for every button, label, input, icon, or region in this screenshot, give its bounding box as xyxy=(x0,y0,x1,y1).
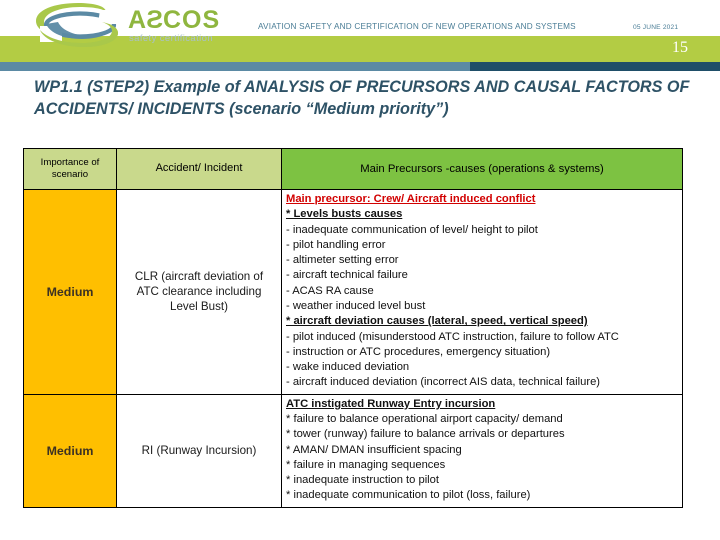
table-header-row xyxy=(24,149,683,190)
cell-accident: RI (Runway Incursion) xyxy=(117,394,282,507)
cell-precursors xyxy=(282,190,683,395)
ascos-logo xyxy=(28,2,224,48)
header-date: 05 JUNE 2021 xyxy=(633,24,679,31)
precursor-line: - pilot induced (misunderstood ATC instruction, failure to follow ATC xyxy=(286,330,619,343)
header-subtitle: AVIATION SAFETY AND CERTIFICATION OF NEW OPERATIONS AND SYSTEMS xyxy=(258,22,576,31)
slide-header xyxy=(0,0,720,72)
svg-text:A: A xyxy=(128,6,148,34)
cell-importance: Medium xyxy=(24,190,117,395)
precursor-line: - inadequate communication of level/ height to pilot xyxy=(286,223,538,236)
precursor-line: - ACAS RA cause xyxy=(286,284,374,297)
svg-text:safety certification: safety certification xyxy=(129,33,214,44)
svg-text:COS: COS xyxy=(163,6,221,34)
cell-precursors xyxy=(282,394,683,507)
cell-importance: Medium xyxy=(24,394,117,507)
table-body xyxy=(24,190,683,508)
precursor-line: - aircraft induced deviation (incorrect AIS data, technical failure) xyxy=(286,376,601,389)
column-header-importance: Importance of scenario xyxy=(24,149,117,190)
header-blue-band-right xyxy=(470,62,720,71)
precursor-line: * aircraft deviation causes (lateral, speed, vertical speed) xyxy=(286,315,588,328)
precursor-line: - wake induced deviation xyxy=(286,361,410,374)
precursor-line: * failure in managing sequences xyxy=(286,458,446,471)
precursor-line: * tower (runway) failure to balance arrivals or departures xyxy=(286,428,565,441)
precursor-line: - altimeter setting error xyxy=(286,254,399,267)
header-blue-band-left xyxy=(0,62,470,71)
page-title: WP1.1 (STEP2) Example of ANALYSIS OF PRECURSORS AND CAUSAL FACTORS OF ACCIDENTS/ INCIDENTS (scenario “Medium priority”) xyxy=(34,78,690,119)
table-row xyxy=(24,190,683,395)
precursor-line: * Levels busts causes xyxy=(286,208,403,221)
table-row xyxy=(24,394,683,507)
page-number: 15 xyxy=(672,39,688,56)
column-header-accident: Accident/ Incident xyxy=(117,149,282,190)
precursor-line: - instruction or ATC procedures, emergency situation) xyxy=(286,345,551,358)
precursor-line: * inadequate instruction to pilot xyxy=(286,474,439,487)
cell-accident: CLR (aircraft deviation of ATC clearance including Level Bust) xyxy=(117,190,282,395)
precursor-line: ATC instigated Runway Entry incursion xyxy=(286,397,496,410)
column-header-precursors: Main Precursors -causes (operations & systems) xyxy=(282,149,683,190)
svg-text:S: S xyxy=(145,6,163,34)
precursor-line: - aircraft technical failure xyxy=(286,269,408,282)
precursor-line: * AMAN/ DMAN insufficient spacing xyxy=(286,443,462,456)
precursor-line: Main precursor: Crew/ Aircraft induced conflict xyxy=(286,193,536,205)
precursor-line: * failure to balance operational airport capacity/ demand xyxy=(286,412,563,425)
precursor-line: - weather induced level bust xyxy=(286,299,426,312)
precursors-table xyxy=(23,148,683,508)
precursor-line: - pilot handling error xyxy=(286,238,386,251)
precursor-line: * inadequate communication to pilot (loss, failure) xyxy=(286,489,531,502)
